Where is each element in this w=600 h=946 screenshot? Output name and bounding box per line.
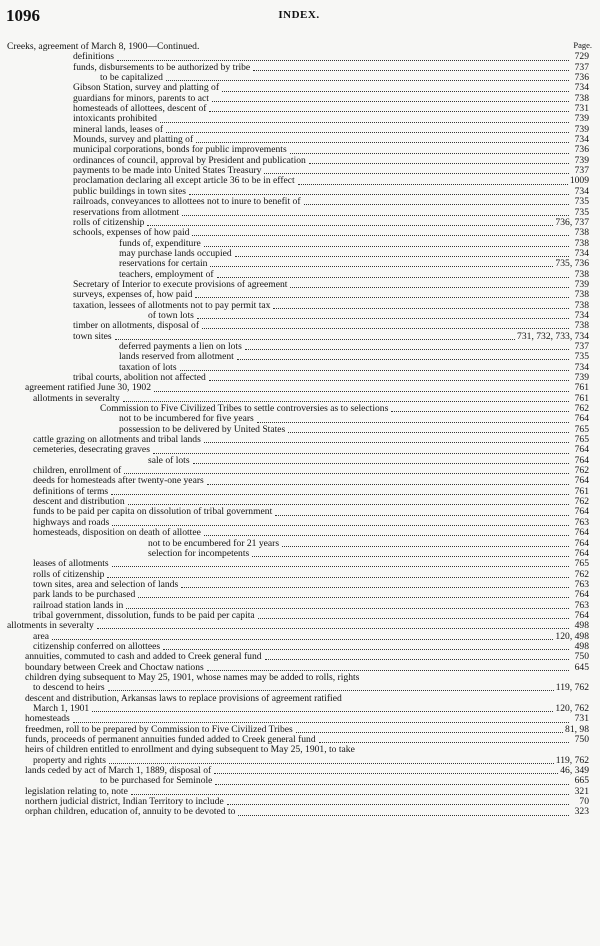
entry-text: deeds for homesteads after twenty-one years [33,475,204,487]
entry-text: may purchase lands occupied [119,247,232,259]
dot-leader [189,193,569,195]
entry-text: lands reserved from allotment [119,351,234,363]
entry-pages: 734 [574,134,589,146]
dot-leader [319,741,569,743]
entry-pages: 764 [574,475,589,487]
entry-text: public buildings in town sites [73,185,186,197]
index-entry [7,332,589,342]
entry-pages: 734 [574,82,589,94]
dot-leader [138,596,569,598]
entry-text: cemeteries, desecrating graves [33,444,150,456]
index-entry [7,352,589,362]
index-entry [7,590,589,600]
index-entry [7,445,589,455]
entry-text: rolls of citizenship [33,568,105,580]
index-entry [7,807,589,817]
entry-text: lands ceded by act of March 1, 1889, disposal of [25,765,212,777]
dot-leader [163,648,569,650]
entry-text: selection for incompetents [148,547,250,559]
entry-text: allotments in severalty [33,392,120,404]
entry-text: not to be encumbered for 21 years [148,537,280,549]
entry-text: park lands to be purchased [33,589,136,601]
dot-leader [154,390,569,392]
entry-text: taxation, lessees of allotments not to pay permit tax [73,299,271,311]
entry-pages: 750 [574,651,589,663]
entry-pages: 645 [574,661,589,673]
entry-text: property and rights [33,754,107,766]
dot-leader [202,327,569,329]
entry-text: funds, disbursements to be authorized by tribe [73,61,251,73]
index-entry [7,611,589,621]
entry-text: children dying subsequent to May 25, 1901, whose names may be added to rolls, rights [25,671,360,683]
entry-text: definitions [73,51,115,63]
entry-pages: 321 [574,785,589,797]
entry-pages: 765 [574,558,589,570]
dot-leader [112,524,569,526]
index-entry [7,404,589,414]
entry-text: boundary between Creek and Choctaw nations [25,661,204,673]
entry-pages: 763 [574,578,589,590]
entry-text: to be purchased for Seminole [100,775,213,787]
index-entry [7,301,589,311]
entry-text: surveys, expenses of, how paid [73,289,193,301]
entry-text: town sites [73,330,112,342]
entry-pages: 764 [574,609,589,621]
entry-text: northern judicial district, Indian Territory to include [25,796,224,808]
entry-text: Creeks, agreement of March 8, 1900—Continued. [7,41,200,52]
entry-text: not to be incumbered for five years [119,413,254,425]
index-entry [7,694,589,704]
entry-text: teachers, employment of [119,268,214,280]
dot-leader [222,90,569,92]
dot-leader [209,110,569,112]
dot-leader [112,565,569,567]
entry-text: deferred payments a lien on lots [119,340,242,352]
entry-text: homesteads [25,713,70,725]
entry-pages: 761 [574,485,589,497]
index-entries [7,42,589,818]
dot-leader [128,503,569,505]
dot-leader [237,358,569,360]
entry-text: funds to be paid per capita on dissolution of tribal government [33,506,273,518]
entry-pages: 731 [574,103,589,115]
dot-leader [123,400,569,402]
entry-text: descent and distribution [33,496,125,508]
entry-pages: 765 [574,434,589,446]
dot-leader [265,658,569,660]
entry-pages: 739 [574,154,589,166]
entry-pages: 750 [574,734,589,746]
dot-leader [192,234,569,236]
entry-pages: 737 [574,165,589,177]
index-entry [7,259,589,269]
entry-text: highways and roads [33,516,110,528]
entry-pages: 739 [574,113,589,125]
entry-pages: 762 [574,496,589,508]
entry-text: ordinances of council, approval by President and publication [73,154,306,166]
dot-leader [204,245,569,247]
dot-leader [166,79,569,81]
dot-leader [290,286,569,288]
dot-leader [296,731,563,733]
entry-text: sale of lots [148,454,190,466]
entry-text: funds of, expenditure [119,237,201,249]
entry-text: payments to be made into United States Treasury [73,165,262,177]
entry-pages: 738 [574,237,589,249]
entry-pages: 1009 [569,175,589,187]
dot-leader [288,431,569,433]
dot-leader [258,617,569,619]
entry-pages: 119, 762 [555,754,589,766]
dot-leader [358,752,569,753]
entry-pages: 735 [574,351,589,363]
entry-text: timber on allotments, disposal of [73,320,200,332]
dot-leader [212,100,569,102]
entry-text: definitions of terms [33,485,109,497]
dot-leader [117,59,569,61]
entry-pages: 81, 98 [565,723,589,735]
index-entry [7,228,589,238]
entry-pages: 762 [574,403,589,415]
dot-leader [235,255,569,257]
page-column-label: Page. [573,40,592,50]
entry-pages: 764 [574,527,589,539]
entry-text: area [33,630,49,642]
entry-pages: 498 [574,640,589,652]
dot-leader [124,472,569,474]
entry-text: homesteads, disposition on death of allottee [33,527,201,539]
entry-pages: 734 [574,185,589,197]
dot-leader [196,141,569,143]
dot-leader [108,689,554,691]
entry-text: Secretary of Interior to execute provisions of agreement [73,278,288,290]
entry-text: rolls of citizenship [73,216,145,228]
entry-text: annuities, commuted to cash and added to Creek general fund [25,651,262,663]
entry-pages: 729 [574,51,589,63]
entry-text: tribal government, dissolution, funds to be paid per capita [33,609,255,621]
entry-pages: 735 [574,206,589,218]
entry-pages: 739 [574,372,589,383]
entry-text: town sites, area and selection of lands [33,578,179,590]
dot-leader [97,627,569,629]
entry-pages: 764 [574,506,589,518]
dot-leader [197,317,569,319]
dot-leader [107,576,569,578]
entry-text: heirs of children entitled to enrollment and dying subsequent to May 25, 1901, to take [25,744,355,756]
index-entry [7,342,589,352]
entry-pages: 737 [574,340,589,352]
dot-leader [160,121,569,123]
dot-leader [238,814,569,816]
dot-leader [227,803,569,805]
dot-leader [109,762,554,764]
dot-leader [217,276,569,278]
entry-pages: 738 [574,320,589,332]
entry-pages: 737 [574,61,589,73]
index-entry [7,63,589,73]
entry-pages: 736, 737 [555,216,589,228]
entry-text: orphan children, education of, annuity to be devoted to [25,806,236,818]
entry-pages: 763 [574,599,589,611]
page-number: 1096 [6,6,40,25]
entry-text: leases of allotments [33,558,109,570]
index-entry [7,766,589,776]
dot-leader [73,721,569,723]
entry-text: homesteads of allottees, descent of [73,103,207,115]
entry-pages: 738 [574,299,589,311]
dot-leader [391,410,569,412]
dot-leader [309,162,569,164]
entry-pages: 70 [579,796,589,808]
entry-text: guardians for minors, parents to act [73,92,209,104]
entry-pages: 736 [574,72,589,84]
entry-pages: 731 [574,713,589,725]
entry-pages: 735, 736 [555,258,589,270]
entry-pages: 731, 732, 733, 734 [517,330,589,342]
entry-pages: 119, 762 [555,682,589,694]
running-title: INDEX. [278,9,320,21]
entry-pages: 764 [574,444,589,456]
index-entry [7,239,589,249]
dot-leader [182,214,569,216]
entry-pages: 738 [574,289,589,301]
entry-text: Mounds, survey and platting of [73,134,194,146]
dot-leader [153,452,569,454]
dot-leader [193,462,569,464]
dot-leader [204,441,569,443]
entry-pages: 665 [574,775,589,787]
index-entry [7,249,589,259]
dot-leader [298,183,568,185]
entry-text: freedmen, roll to be prepared by Commission to Five Civilized Tribes [25,723,293,735]
entry-pages: 738 [574,268,589,280]
entry-text: allotments in severalty [7,620,94,632]
dot-leader [92,710,553,712]
dot-leader [275,514,569,516]
entry-pages: 764 [574,537,589,549]
dot-leader [202,49,569,50]
entry-text: to be capitalized [100,72,163,84]
entry-pages: 762 [574,465,589,477]
entry-pages: 734 [574,247,589,259]
entry-text: cattle grazing on allotments and tribal lands [33,434,201,446]
entry-text: legislation relating to, note [25,785,128,797]
dot-leader [131,793,569,795]
dot-leader [180,369,569,371]
entry-pages: 739 [574,278,589,290]
entry-pages: 764 [574,413,589,425]
entry-text: March 1, 1901 [33,703,90,714]
entry-text: Gibson Station, survey and platting of [73,82,220,94]
dot-leader [273,307,569,309]
entry-text: descent and distribution, Arkansas laws to replace provisions of agreement ratified [25,692,342,704]
dot-leader [111,493,569,495]
dot-leader [345,700,569,701]
dot-leader [210,265,553,267]
page-header [6,6,592,28]
entry-text: railroads, conveyances to allottees not to inure to benefit of [73,196,301,208]
dot-leader [245,348,569,350]
dot-leader [126,607,569,609]
entry-pages: 765 [574,423,589,435]
dot-leader [257,421,569,423]
dot-leader [115,338,515,340]
entry-text: mineral lands, leases of [73,123,164,135]
entry-pages: 120, 762 [555,703,589,714]
entry-pages: 120, 498 [555,630,589,642]
dot-leader [214,772,558,774]
dot-leader [209,379,569,381]
entry-text: municipal corporations, bonds for public improvements [73,144,287,156]
entry-text: possession to be delivered by United States [119,423,286,435]
index-entry [7,539,589,549]
index-entry [7,704,589,714]
entry-pages: 763 [574,516,589,528]
dot-leader [253,69,569,71]
index-entry [7,528,589,538]
dot-leader [304,203,569,205]
entry-text: proclamation declaring all except article 36 to be in effect [73,175,295,187]
entry-pages: 734 [574,309,589,321]
entry-pages: 739 [574,123,589,135]
dot-leader [195,296,569,298]
entry-pages: 736 [574,144,589,156]
entry-text: reservations for certain [119,258,208,270]
dot-leader [207,483,569,485]
dot-leader [166,131,569,133]
entry-pages: 764 [574,454,589,466]
dot-leader [207,669,569,671]
entry-pages: 735 [574,196,589,208]
dot-leader [290,152,569,154]
entry-text: tribal courts, abolition not affected [73,372,206,383]
entry-text: Commission to Five Civilized Tribes to settle controversies as to selections [100,403,389,415]
entry-text: intoxicants prohibited [73,113,157,125]
dot-leader [52,638,553,640]
entry-pages: 323 [574,806,589,818]
dot-leader [147,224,553,226]
dot-leader [264,172,569,174]
entry-pages: 762 [574,568,589,580]
entry-text: reservations from allotment [73,206,180,218]
entry-text: citizenship conferred on allottees [33,640,161,652]
entry-text: agreement ratified June 30, 1902 [25,382,152,394]
dot-leader [215,783,569,785]
entry-pages: 738 [574,92,589,104]
entry-text: taxation of lots [119,361,177,373]
dot-leader [204,534,569,536]
entry-text: to descend to heirs [33,682,105,694]
entry-text: of town lots [148,309,194,321]
entry-text: children, enrollment of [33,465,122,477]
entry-text: funds, proceeds of permanent annuities funded added to Creek general fund [25,734,316,746]
index-entry [7,559,589,569]
entry-pages: 761 [574,392,589,404]
entry-pages: 764 [574,547,589,559]
dot-leader [252,555,569,557]
index-entry [7,621,589,631]
entry-pages: 734 [574,361,589,373]
entry-pages: 764 [574,589,589,601]
dot-leader [362,680,569,681]
entry-pages: 46, 349 [560,765,589,777]
entry-text: railroad station lands in [33,599,124,611]
index-entry [7,414,589,424]
index-entry [7,197,589,207]
dot-leader [282,545,569,547]
dot-leader [181,586,569,588]
entry-pages: 498 [574,620,589,632]
entry-pages: 738 [574,227,589,239]
entry-pages: 761 [574,382,589,394]
entry-text: schools, expenses of how paid [73,227,190,239]
